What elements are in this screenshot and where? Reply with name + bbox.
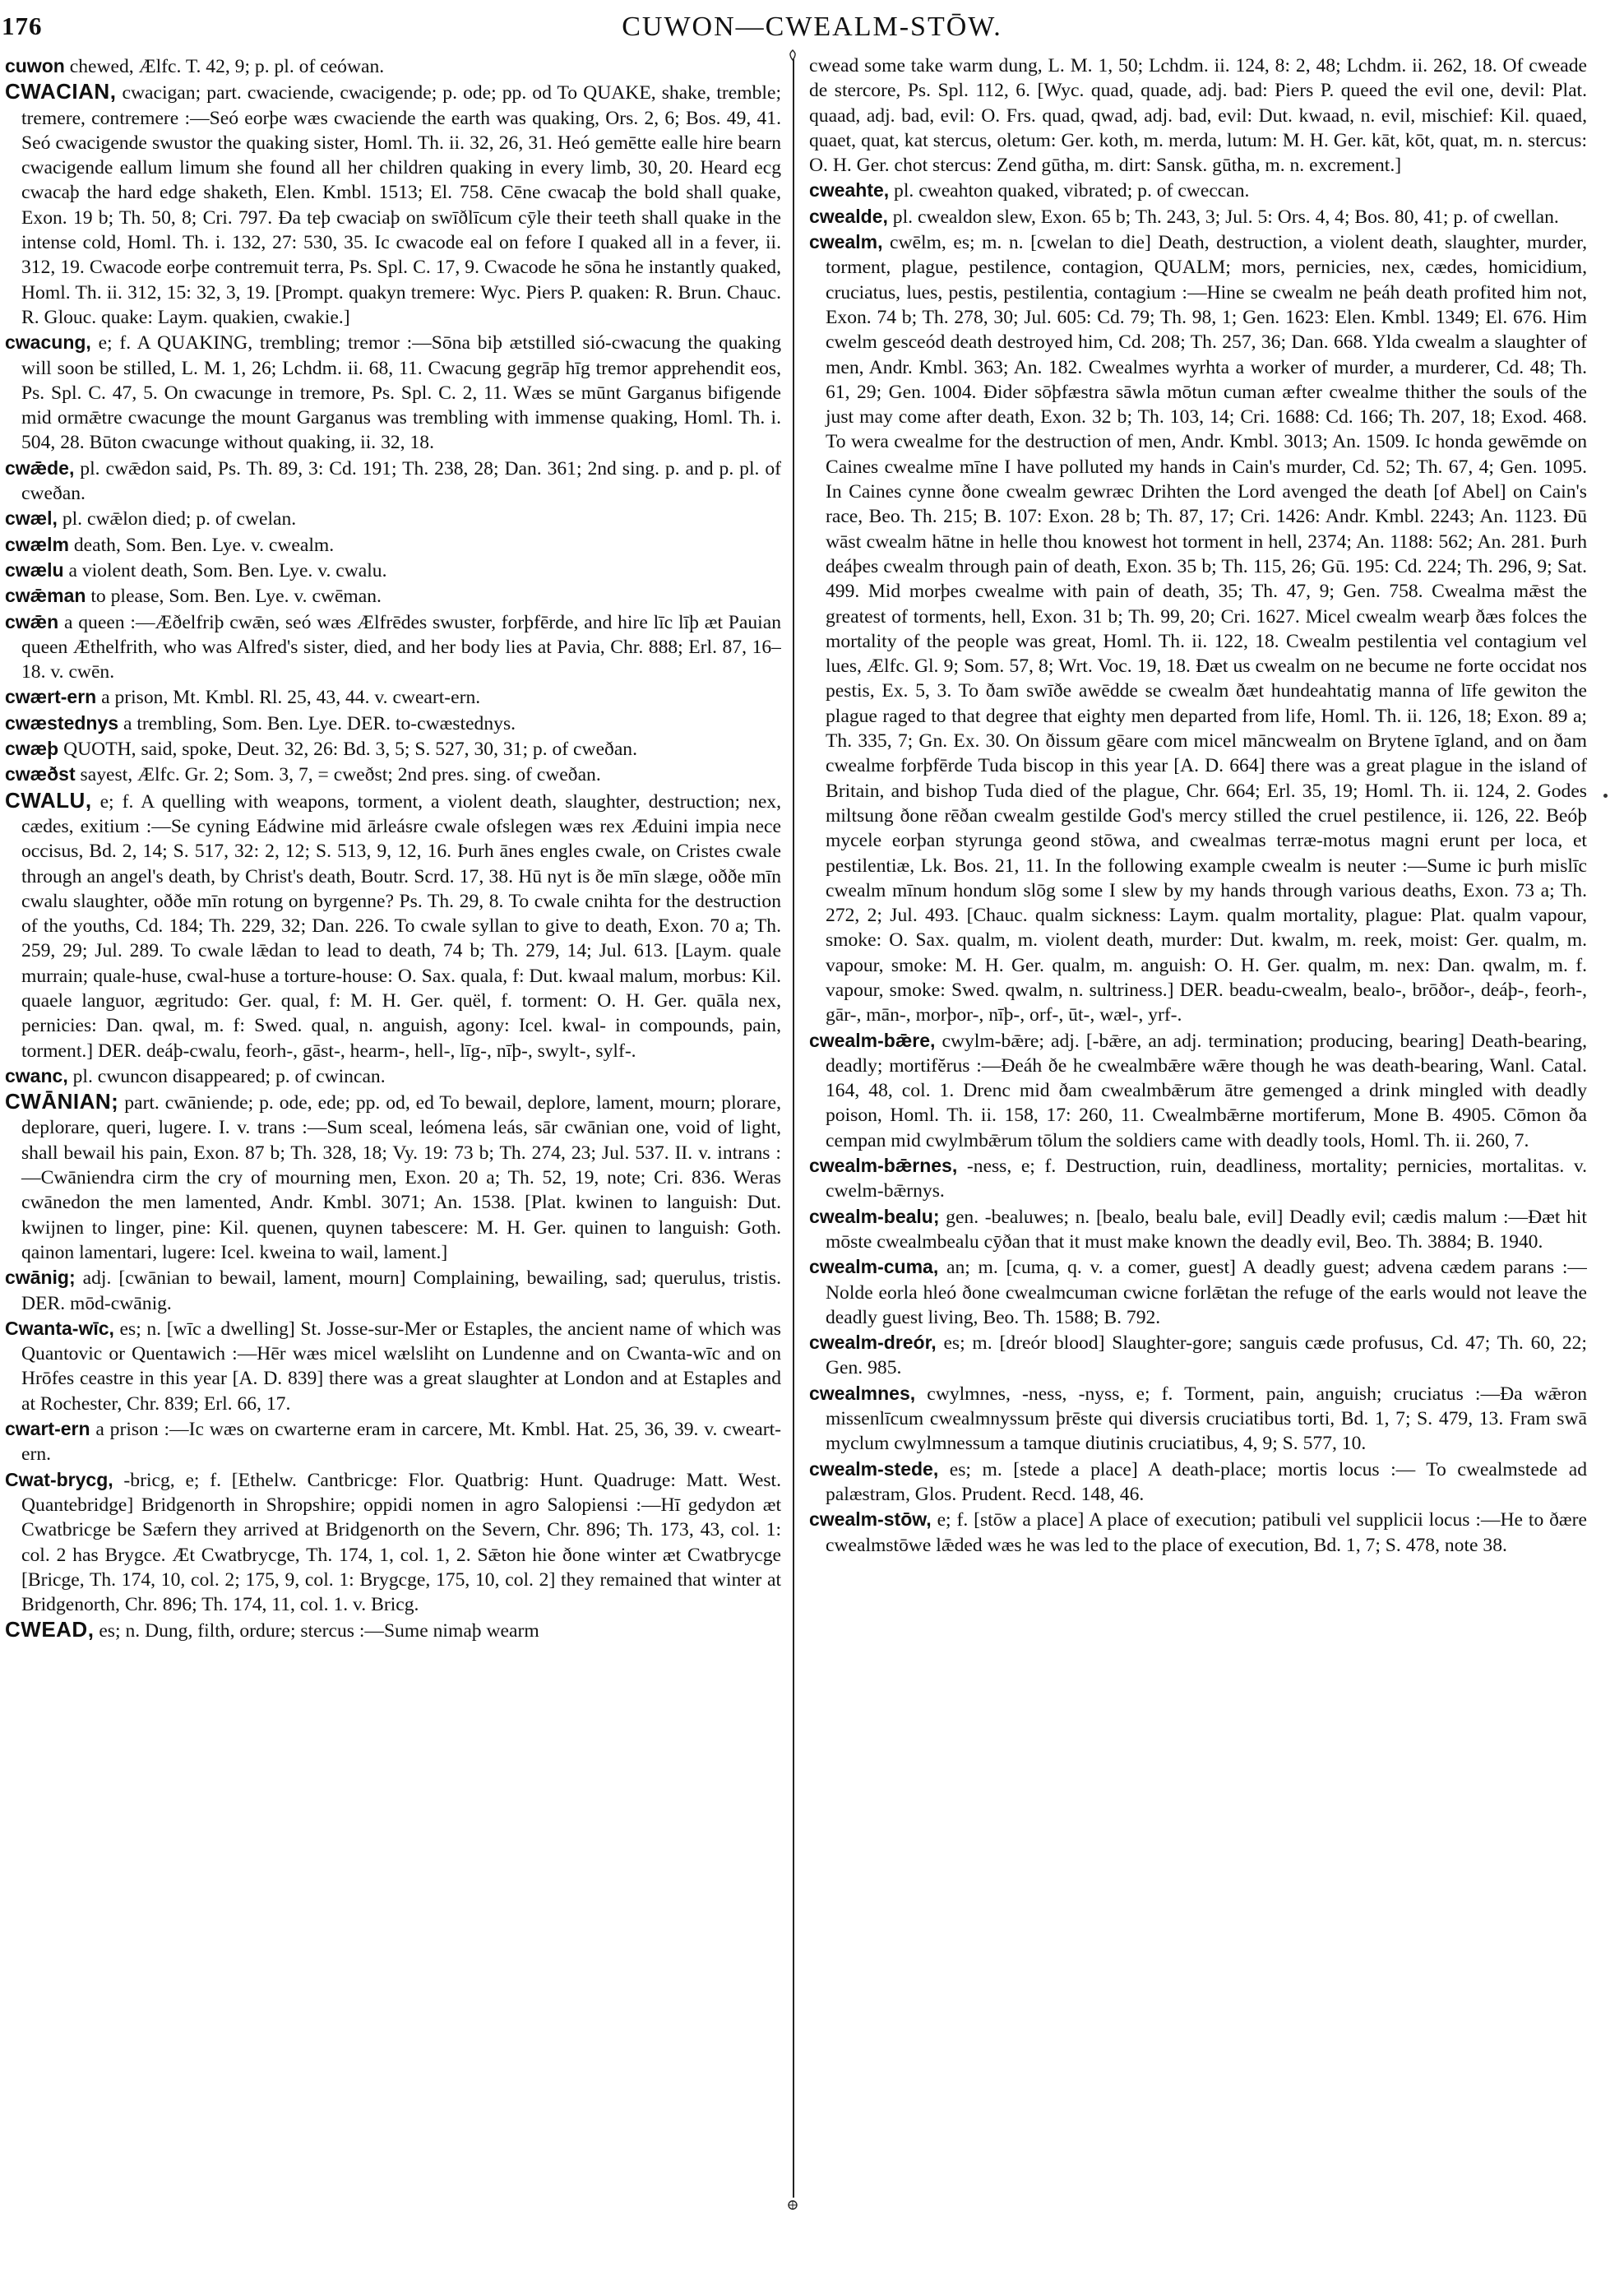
dictionary-entry	[5, 736, 781, 762]
entry-definition: es; m. [stede a place] A death-place; mortis locus :— To cwealmstede ad palæstram, Glos. Prudent. Recd. 148, 46.	[826, 1458, 1587, 1505]
entry-headword: Cwanta-wīc,	[5, 1317, 114, 1339]
entry-definition: part. cwāniende; p. ode, ede; pp. od, ed To bewail, deplore, lament, mourn; plorare, deplorare, queri, lugere. I. v. trans :—Sum sceal, leómena leás, sār cwānian one, void of light, shall bewail his pain, Exon. 87 b; Th. 328, 18; Vy. 19: 73 b; Th. 274, 23; Jul. 537. II. v. intrans :—Cwāniendra cirm the cry of mourning men, Exon. 20 a; Th. 52, 19, note; Cri. 836. Weras cwānedon the men lamented, Andr. Kmbl. 3071; An. 1538. [Plat. kwinen to languish: Dut. kwijnen to linger, pine: Kil. quenen, quynen tabescere: M. H. Ger. quinen to languish: Goth. qainon lamentari, lugere: Icel. kweina to wail, lament.]	[21, 1092, 781, 1263]
entry-definition: QUOTH, said, spoke, Deut. 32, 26: Bd. 3, 5; S. 527, 30, 31; p. of cweðan.	[58, 739, 638, 761]
dictionary-entry	[5, 711, 781, 736]
entry-headword: cwealm-dreór,	[809, 1332, 937, 1354]
entry-definition: es; n. Dung, filth, ordure; stercus :—Sume nimaþ wearm	[94, 1620, 539, 1642]
entry-headword: cwānig;	[5, 1267, 76, 1289]
entry-definition: es; n. [wīc a dwelling] St. Josse-sur-Mer or Estaples, the ancient name of which was Quantovic or Quentawich :—Hēr wæs micel wælsliht on Lundenne and on Cwanta-wīc and on Hrōfes ceastre in this year [A. D. 839] there was a great slaughter at London and at Estaples and at Rochester, Chr. 839; Erl. 66, 17.	[21, 1318, 781, 1415]
entry-headword: cwacung,	[5, 331, 91, 354]
right-column	[809, 53, 1587, 2258]
entry-headword: cwæðst	[5, 763, 76, 785]
dictionary-entry	[5, 684, 781, 710]
entry-headword: CWALU,	[5, 787, 92, 813]
entry-definition: es; m. [dreór blood] Slaughter-gore; sanguis cæde profusus, Cd. 47; Th. 60, 22; Gen. 985.	[826, 1332, 1587, 1379]
dictionary-entry	[5, 583, 781, 609]
entry-headword: CWEAD,	[5, 1617, 95, 1642]
entry-headword: cwǣman	[5, 585, 86, 607]
dictionary-entry	[5, 532, 781, 558]
dictionary-entry	[5, 1265, 781, 1316]
dictionary-entry	[5, 609, 781, 685]
entry-definition: pl. cweahton quaked, vibrated; p. of cweccan.	[889, 180, 1250, 202]
dictionary-entry	[5, 1063, 781, 1089]
entry-definition: cwylmnes, -ness, -nyss, e; f. Torment, pain, anguish; cruciatus :—Ða wǣron missenlīcum cwealmnyssum þrēste qui diversis cruciatibus torti, Bd. 1, 7; S. 479, 13. Fram swā myclum cwylmnessum a tamque diutinis cruciatibus, 4, 9; S. 577, 10.	[826, 1383, 1587, 1455]
entry-definition: chewed, Ælfc. T. 42, 9; p. pl. of ceówan.	[64, 56, 385, 77]
entry-definition: adj. [cwānian to bewail, lament, mourn] Complaining, bewailing, sad; querulus, tristis. DER. mōd-cwānig.	[21, 1267, 781, 1314]
entry-headword: cwæstednys	[5, 711, 119, 734]
dictionary-entry	[5, 1316, 781, 1416]
entry-definition: a violent death, Som. Ben. Lye. v. cwalu.	[63, 559, 387, 581]
dictionary-entry	[5, 558, 781, 583]
dictionary-entry	[809, 178, 1587, 203]
entry-definition: pl. cwǣlon died; p. of cwelan.	[57, 508, 297, 530]
page-header	[0, 3, 1624, 49]
entry-definition: e; f. A quelling with weapons, torment, a violent death, slaughter, destruction; nex, cædes, exitium :—Se cyning Eádwine mid ārleásre cwale ofslegen wæs rex Æduini impia nece occisus, Bd. 2, 14; S. 517, 32: 2, 12; S. 513, 9, 12, 16. Þurh ānes engles cwale, on Cristes cwale through an angel's death, by Christ's death, Boutr. Scrd. 17, 38. Hū nyt is ðe mīn slæge, oððe mīn cwalu slaughter, oððe mīn rotung on byrgenne? Ps. Th. 29, 8. To cwale cnihta for the destruction of the youths, Cd. 184; Th. 229, 32; Dan. 226. To cwale syllan to give to death, Exon. 70 a; Th. 259, 29; Jul. 289. To cwale lǣdan to lead to death, 74 b; Th. 279, 14; Jul. 613. [Laym. quale murrain; quale-huse, cwal-huse a torture-house: O. Sax. quala, f: Dut. kwaal malum, morbus: Kil. quaele languor, ægritudo: Ger. qual, f: M. H. Ger. quël, f. torment: O. H. Ger. quāla nex, pernicies: Dan. qwal, m. f: Swed. qual, n. anguish, agony: Icel. kwal- in compounds, pain, torment.] DER. deáþ-cwalu, feorh-, gāst-, hearm-, hell-, līg-, nīþ-, swylt-, sylf-.	[21, 790, 781, 1062]
dictionary-entry	[5, 456, 781, 507]
dictionary-entry	[5, 53, 781, 79]
column-divider	[793, 59, 794, 2198]
entry-headword: cwealm-bǣrnes,	[809, 1155, 958, 1177]
dictionary-entry	[809, 1507, 1587, 1558]
entry-definition: a prison :—Ic wæs on cwarterne eram in carcere, Mt. Kmbl. Hat. 25, 36, 39. v. cweart-ern.	[21, 1419, 781, 1466]
entry-definition: cwead some take warm dung, L. M. 1, 50; Lchdm. ii. 124, 8: 2, 48; Lchdm. ii. 262, 18. Of cweade de stercore, Ps. Spl. 112, 6. [Wyc. quad, quade, adj. bad: Piers P. queed the evil one, devil: Plat. quaad, adj. bad, evil: O. Frs. quad, qwad, adj. bad, evil: Dut. kwaad, n. evil, mischief: Kil. quaed, quaet, quat, kat stercus, oletum: Ger. koth, m. merda, lutum: M. H. Ger. kāt, kōt, quat, m. n. stercus: O. H. Ger. chot stercus: Zend gūtha, m. dirt: Sansk. gūtha, m. n. excrement.]	[809, 55, 1587, 177]
entry-definition: e; f. A QUAKING, trembling; tremor :—Sōna biþ ætstilled sió-cwacung the quaking will soon be stilled, L. M. 1, 26; Lchdm. ii. 68, 11. Cwacung gegrāp hīg tremor apprehendit eos, Ps. Spl. C. 47, 5. On cwacunge in tremore, Ps. Spl. C. 2, 11. Wæs se mūnt Garganus bifigende mid ormǣtre cwacunge the mount Garganus was trembling with immense quaking, Homl. Th. i. 504, 28. Būton cwacunge without quaking, ii. 32, 18.	[21, 332, 781, 454]
entry-headword: cwǣde,	[5, 456, 75, 479]
entry-headword: cwart-ern	[5, 1418, 90, 1440]
entry-headword: cwealm-stōw,	[809, 1508, 932, 1531]
entry-definition: a queen :—Æðelfriþ cwǣn, seó wæs Ælfrēdes swuster, forþfērde, and hire līc līþ æt Pauian queen Æthelfrith, who was Alfred's sister, died, and her body lies at Pavia, Chr. 888; Erl. 87, 16–18. v. cwēn.	[21, 611, 781, 683]
dictionary-entry	[809, 204, 1587, 229]
entry-headword: CWĀNIAN;	[5, 1089, 119, 1114]
dictionary-entry	[809, 1254, 1587, 1330]
entry-definition: gen. -bealuwes; n. [bealo, bealu bale, evil] Deadly evil; cædis malum :—Ðæt hit mōste cwealmbealu cȳðan that it must make known the deadly evil, Beo. Th. 3884; B. 1940.	[826, 1206, 1587, 1253]
dictionary-entry	[5, 1416, 781, 1467]
dictionary-entry	[809, 229, 1587, 1028]
entry-definition: pl. cwealdon slew, Exon. 65 b; Th. 243, 3; Jul. 5: Ors. 4, 4; Bos. 80, 41; p. of cwellan.	[887, 206, 1559, 228]
entry-definition: death, Som. Ben. Lye. v. cwealm.	[68, 534, 335, 556]
entry-definition: a trembling, Som. Ben. Lye. DER. to-cwæstednys.	[118, 712, 516, 734]
entry-headword: cwǣn	[5, 610, 59, 632]
dictionary-entry	[809, 1153, 1587, 1204]
margin-dot	[1603, 794, 1608, 798]
entry-definition: -ness, e; f. Destruction, ruin, deadliness, mortality; pernicies, mortalitas. v. cwelm-bǣrnys.	[826, 1156, 1587, 1202]
dictionary-entry	[809, 1330, 1587, 1381]
entry-headword: cuwon	[5, 55, 65, 76]
entry-definition: cwacigan; part. cwaciende, cwacigende; p. ode; pp. od To QUAKE, shake, tremble; tremere, contremere :—Seó eorþe wæs cwaciende the earth was quaking, Ors. 2, 6; Bos. 49, 41. Seó cwacigende swustor the quaking sister, Homl. Th. ii. 32, 26, 31. Heó gemētte ealle hire bearn cwacigende eallum limum she found all her children quaking in every limb, 30, 20. Heard ecg cwacaþ the hard edge shaketh, Elen. Kmbl. 1513; El. 758. Cēne cwacaþ the bold shall quake, Exon. 19 b; Th. 50, 8; Cri. 797. Ða teþ cwaciaþ on swīðlīcum cȳle their teeth shall quake in the intense cold, Homl. Th. i. 132, 27: 530, 35. Ic cwacode eal on fefore I quaked all in a fever, ii. 312, 19. Cwacode eorþe contremuit terra, Ps. Spl. C. 17, 9. Cwacode he sōna he instantly quaked, Homl. Th. ii. 312, 15: 32, 3, 19. [Prompt. quakyn tremere: Wyc. Piers P. quaken: R. Brun. Chauc. R. Glouc. quake: Laym. quakien, cwakie.]	[21, 82, 781, 328]
left-column	[5, 53, 781, 2258]
dictionary-entry	[5, 788, 781, 1063]
entry-definition: -bricg, e; f. [Ethelw. Cantbricge: Flor. Quatbrig: Hunt. Quadruge: Matt. West. Quantebridge] Bridgenorth in Shropshire; oppidi nomen in agro Salopiensi :—Hī gedydon æt Cwatbricge be Sæfern they arrived at Bridgenorth on the Severn, Chr. 896; Th. 173, 43, col. 1: col. 2 has Brygce. Æt Cwatbrycge, Th. 174, 1, col. 1, 2. Sǣton hie ðone winter æt Cwatbrycge [Bricge, Th. 174, 10, col. 2; 175, 9, col. 1: Brygcge, 175, 10, col. 2] they remained that winter at Bridgenorth, Chr. 896; Th. 174, 11, col. 1. v. Bricg.	[21, 1469, 781, 1616]
entry-headword: cwæl,	[5, 507, 58, 530]
entry-definition: pl. cwǣdon said, Ps. Th. 89, 3: Cd. 191; Th. 238, 28; Dan. 361; 2nd sing. p. and p. pl. of cweðan.	[21, 457, 781, 505]
dictionary-entry	[5, 1617, 781, 1643]
entry-headword: cwanc,	[5, 1064, 68, 1086]
entry-definition: cwēlm, es; m. n. [cwelan to die] Death, destruction, a violent death, slaughter, murder, torment, plague, pestilence, contagion, QUALM; mors, pernicies, nex, cædes, homicidium, cruciatus, lues, pestis, pestilentia, contagium :—Hine se cwealm ne þeáh death profited him not, Exon. 74 b; Th. 278, 30; Jul. 605: Cd. 79; Th. 98, 1; Gen. 1623: Elen. Kmbl. 1349; El. 676. Him cwelm gesceód death destroyed him, Cd. 208; Th. 257, 36; Dan. 668. Ylda cwealm a slaughter of men, Andr. Kmbl. 363; An. 182. Cwealmes wyrhta a worker of murder, a murderer, Cd. 48; Th. 61, 29; Gen. 1004. Ðider sōþfæstra sāwla mōtun cuman æfter cwealme thither the souls of the just may come after death, Exon. 32 b; Th. 103, 14; Cri. 1688: Cd. 166; Th. 207, 18; Exod. 468. To wera cwealme for the destruction of men, Andr. Kmbl. 3013; An. 1509. Ic honda gewēmde on Caines cwealme mīne I have polluted my hands in Cain's murder, Cd. 52; Th. 67, 4; Gen. 1095. In Caines cynne ðone cwealm gewræc Drihten the Lord avenged the death [of Abel] on Cain's race, Beo. Th. 215; B. 107: Exon. 28 b; Th. 87, 17; Cri. 1426: Andr. Kmbl. 2243; An. 1123. Ðū wāst cwealm hātne in helle thou knowest hot torment in hell, 2374; An. 1188: 562; An. 281. Þurh deáþes cwealm through pain of death, Exon. 35 b; Th. 115, 26; Gū. 195: Cd. 224; Th. 296, 9; Sat. 499. Mid morþes cwealme with pain of death, 35; Th. 47, 9; Gen. 758. Cwealma mǣst the greatest of torments, hell, Exon. 31 b; Th. 99, 20; Cri. 1627. Micel cwealm wearþ ðæs folces the mortality of the people was great, Homl. Th. ii. 122, 18. Cwealm pestilentia vel contagium vel lues, Ælfc. Gl. 9; Som. 57, 8; Wrt. Voc. 19, 18. Ðæt us cwealm on ne becume ne forte occidat nos pestis, Ex. 5, 3. To ðam swīðe awēdde se cwealm ðæt hundeahtatig manna of līfe gewiton the plague raged to that degree that eighty men departed from life, Homl. Th. ii. 126, 18; Exon. 89 a; Th. 335, 7; Gn. Ex. 30. On ðissum gēare com micel māncwealm on Brytene īgland, and on ðam cwealme forþfērde Tuda biscop in this year [A. D. 664] there was a great plague in the island of Britain, and bishop Tuda died of the plague, Chr. 664; Erl. 35, 19; Homl. Th. ii. 124, 2. Godes miltsung ðone rēðan cwealm gestilde God's mercy stilled the cruel pestilence, ii. 126, 22. Beóþ mycele eorþan styrunga geond stōwa, and cwealmas terræ-motus magni erunt per loca, et pestilentiæ, Lk. Bos. 21, 11. In the following example cwealm is neuter :—Sume ic þurh mislīc cwealm mīnum hondum slōg some I slew by my hands through various deaths, Exon. 73 a; Th. 272, 2; Jul. 493. [Chauc. qualm sickness: Laym. qualm mortality, plague: Plat. qualm vapour, smoke: O. Sax. qualm, m. violent death, murder: Dut. kwalm, m. reek, moist: Ger. qualm, m. vapour, smoke: M. H. Ger. qualm, m. anguish: O. H. Ger. qualm, m. nex: Dan. qwalm, m. f. vapour, smoke: Swed. qwalm, n. sultriness.] DER. beadu-cwealm, bealo-, brōðor-, deáþ-, feorh-, gār-, mān-, morþor-, nīþ-, orf-, ūt-, wæl-, yrf-.	[826, 232, 1587, 1026]
dictionary-entry	[5, 762, 781, 787]
dictionary-entry	[809, 1204, 1587, 1255]
entry-definition: to please, Som. Ben. Lye. v. cwēman.	[86, 586, 382, 608]
entry-headword: cwealm-stede,	[809, 1457, 939, 1480]
dictionary-entry	[5, 1467, 781, 1618]
entry-headword: cwealm-bǣre,	[809, 1029, 936, 1051]
entry-headword: Cwat-brycg,	[5, 1468, 113, 1490]
entry-headword: cwealde,	[809, 205, 888, 227]
entry-headword: CWACIAN,	[5, 79, 117, 104]
entry-definition: an; m. [cuma, q. v. a comer, guest] A deadly guest; advena cædem parans :—Nolde eorla hleó ðone cwealmcuman cwicne forlǣtan the refuge of the earls would not leave the deadly guest living, Beo. Th. 1588; B. 792.	[826, 1257, 1587, 1328]
entry-definition: e; f. [stōw a place] A place of execution; patibuli vel supplicii locus :—He to ðære cwealmstōwe lǣded wæs he was led to the place of execution, Bd. 1, 7; S. 478, note 38.	[826, 1509, 1587, 1556]
dictionary-entry	[5, 1089, 781, 1265]
entry-headword: cweahte,	[809, 179, 890, 202]
dictionary-entry	[5, 79, 781, 330]
entry-headword: cwealm-bealu;	[809, 1205, 940, 1227]
dictionary-entry	[809, 1028, 1587, 1153]
entry-headword: cwælu	[5, 558, 64, 581]
dictionary-entry	[809, 53, 1587, 178]
entry-headword: cwæþ	[5, 738, 59, 760]
entry-definition: cwylm-bǣre; adj. [-bǣre, an adj. termination; producing, bearing] Death-bearing, deadly; mortifĕrus :—Ðeáh ðe he cwealmbǣre wǣre though he was death-bearing, Wanl. Catal. 164, 48, col. 1. Drenc mid ðam cwealmbǣrum ātre gemenged a drink mingled with deadly poison, Homl. Th. ii. 158, 17: 260, 11. Cwealmbǣrne mortiferum, Mone B. 4905. Cōmon ða cempan mid cwylmbǣrum tōlum the soldiers came with deadly tools, Homl. Th. ii. 260, 7.	[826, 1030, 1587, 1151]
dictionary-entry	[809, 1457, 1587, 1508]
entry-headword: cwælm	[5, 533, 69, 555]
page-number: 176	[2, 12, 43, 40]
dictionary-entry	[5, 330, 781, 455]
entry-definition: pl. cwuncon disappeared; p. of cwincan.	[67, 1065, 386, 1087]
entry-definition: sayest, Ælfc. Gr. 2; Som. 3, 7, = cweðst; 2nd pres. sing. of cweðan.	[75, 764, 601, 786]
entry-headword: cwealm-cuma,	[809, 1256, 939, 1278]
entry-headword: cwært-ern	[5, 686, 97, 708]
running-head: CUWON—CWEALM-STŌW.	[622, 12, 1002, 42]
dictionary-entry	[809, 1381, 1587, 1457]
divider-ornament-bottom-icon	[785, 2199, 800, 2211]
entry-headword: cwealmnes,	[809, 1382, 916, 1404]
entry-definition: a prison, Mt. Kmbl. Rl. 25, 43, 44. v. cweart-ern.	[96, 687, 481, 709]
entry-headword: cwealm,	[809, 231, 883, 253]
dictionary-entry	[5, 506, 781, 531]
